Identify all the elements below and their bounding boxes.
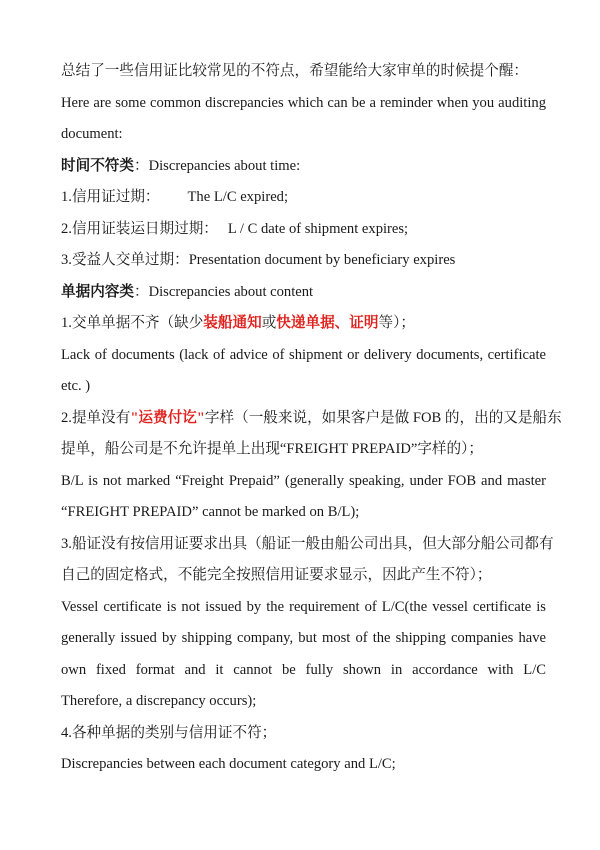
text-span: generally issued by shipping company, but most of the shipping companies have	[61, 630, 546, 646]
text-line	[61, 434, 546, 466]
text-line	[61, 56, 546, 88]
text-line	[61, 340, 546, 372]
text-line	[61, 88, 546, 120]
text-line	[61, 403, 562, 435]
text-span: 2.提单没有	[61, 409, 131, 426]
text-line	[61, 592, 546, 624]
text-span: 或	[261, 315, 277, 331]
section-heading: 单据内容类	[61, 283, 134, 300]
text-line	[61, 245, 546, 277]
text-span: Discrepancies between each document category and L/C;	[61, 756, 396, 772]
text-span: 1.信用证过期：	[61, 189, 160, 205]
text-span: own fixed format and it cannot be fully shown in accordance with L/C	[61, 661, 546, 678]
text-line	[61, 655, 546, 687]
text-line	[61, 529, 554, 561]
text-span: Vessel certificate is not issued by the requirement of L/C(the vessel certificate is	[61, 598, 546, 615]
text-span: 2.信用证装运日期过期：	[61, 220, 218, 237]
text-span: document:	[61, 126, 123, 142]
text-span: 3.船证没有按信用证要求出具（船证一般由船公司出具，但大部分船公司都有	[61, 535, 554, 552]
text-span: Here are some common discrepancies which can be a reminder when you auditing	[61, 94, 546, 111]
text-line	[61, 718, 546, 750]
text-line	[61, 308, 546, 340]
highlighted-text: 装船通知	[203, 315, 262, 331]
text-span: etc. )	[61, 378, 91, 394]
text-span: Therefore, a discrepancy occurs);	[61, 693, 257, 709]
text-line	[61, 623, 546, 655]
text-line	[61, 497, 546, 529]
text-line	[61, 277, 546, 309]
text-span: “FREIGHT PREPAID” cannot be marked on B/L);	[61, 504, 360, 520]
text-line	[61, 686, 546, 718]
text-span: The L/C expired;	[187, 189, 289, 205]
text-span: 3.受益人交单过期：Presentation document by beneficiary expires	[61, 252, 456, 268]
document-body	[61, 56, 562, 781]
text-span: 自己的固定格式，不能完全按照信用证要求显示，因此产生不符）；	[61, 567, 492, 583]
highlighted-text: "运费付讫"	[130, 409, 205, 426]
text-span: 总结了一些信用证比较常见的不符点，希望能给大家审单的时候提个醒：	[61, 63, 529, 79]
text-span: 等）；	[378, 315, 415, 331]
text-line	[61, 182, 546, 214]
text-line	[61, 560, 546, 592]
text-line	[61, 119, 546, 151]
text-span: B/L is not marked “Freight Prepaid” (generally speaking, under FOB and master	[61, 472, 546, 489]
text-span: Lack of documents (lack of advice of shipment or delivery documents, certificate	[61, 346, 546, 363]
text-span: L / C date of shipment expires;	[227, 220, 409, 237]
text-line	[61, 749, 546, 781]
text-span: 4.各种单据的类别与信用证不符；	[61, 724, 277, 741]
text-span: 1.交单单据不齐（缺少	[61, 315, 204, 331]
text-line	[61, 466, 546, 498]
text-span: ：Discrepancies about time:	[133, 157, 301, 174]
text-span: 字样（一般来说，如果客户是做 FOB 的，出的又是船东	[204, 409, 562, 426]
text-span: 提单，船公司是不允许提单上出现“FREIGHT PREPAID”字样的）；	[61, 441, 484, 457]
highlighted-text: 快递单据、证明	[276, 315, 379, 331]
section-heading: 时间不符类	[61, 157, 134, 174]
text-span: ：Discrepancies about content	[133, 283, 314, 300]
text-line	[61, 151, 546, 183]
text-line	[61, 214, 546, 246]
text-line	[61, 371, 546, 403]
